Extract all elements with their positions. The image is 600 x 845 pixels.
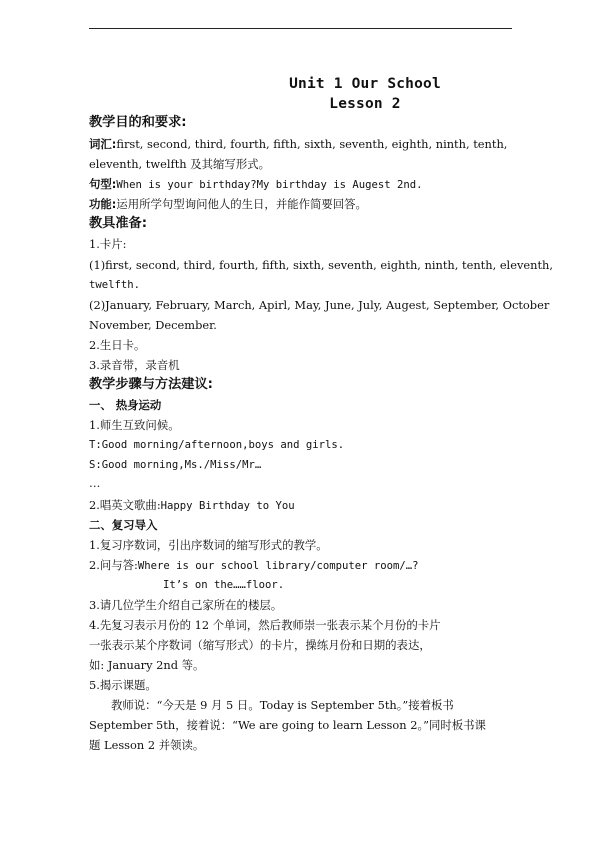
part2-paragraph-line-3: 题 Lesson 2 并领读。 [89, 738, 205, 752]
vocab-line-2: eleventh, twelfth 及其缩写形式。 [89, 157, 270, 171]
part2-item-5: 5.揭示课题。 [89, 678, 157, 692]
function-label: 功能: [89, 197, 117, 211]
top-rule [89, 28, 512, 29]
function-line [89, 199, 367, 210]
pattern-label: 句型: [89, 177, 117, 191]
part2-paragraph-line-2: September 5th，接着说：“We are going to learn Lesson 2。”同时板书课 [89, 718, 486, 732]
part1-ellipsis: … [89, 476, 101, 490]
part2-item-4: 4.先复习表示月份的 12 个单词，然后教师崇一张表示某个月份的卡片 [89, 618, 441, 632]
pattern-line [89, 179, 423, 191]
section-heading-steps: 教学步骤与方法建议: [89, 377, 213, 392]
section-heading-objectives: 教学目的和要求: [89, 115, 187, 130]
vocab-line [89, 139, 507, 150]
part2-heading: 二、复习导入 [89, 518, 158, 532]
part2-item-1: 1.复习序数词，引出序数词的缩写形式的教学。 [89, 538, 328, 552]
part2-item-3: 3.请几位学生介绍自己家所在的楼层。 [89, 598, 283, 612]
part1-item-1: 1.师生互致问候。 [89, 418, 180, 432]
pattern-text: When is your birthday?My birthday is Augest 2nd. [116, 179, 423, 191]
part2-item-2 [89, 560, 419, 572]
materials-item-3: 3.录音带，录音机 [89, 358, 180, 372]
part1-heading: 一、 热身运动 [89, 398, 162, 412]
part1-teacher-line: T:Good morning/afternoon,boys and girls. [89, 439, 345, 451]
materials-item-1b-cont: November, December. [89, 318, 217, 332]
vocab-text: first, second, third, fourth, fifth, sixth, seventh, eighth, ninth, tenth, [116, 137, 508, 151]
section-heading-materials: 教具准备: [89, 216, 148, 231]
part2-item-4-cont: 一张表示某个序数词（缩写形式）的卡片，操练月份和日期的表达， [89, 638, 431, 652]
page-title: Unit 1 Our School [289, 76, 441, 92]
part2-item-4-example: 如: January 2nd 等。 [89, 658, 205, 672]
materials-item-1a-cont: twelfth. [89, 279, 141, 291]
materials-item-2: 2.生日卡。 [89, 338, 146, 352]
part2-item-2-prefix: 2.问与答: [89, 558, 138, 572]
vocab-label: 词汇: [89, 137, 117, 151]
part1-item-2 [89, 500, 295, 512]
materials-item-1: 1.卡片: [89, 237, 127, 251]
page-subtitle: Lesson 2 [329, 96, 401, 112]
part2-paragraph-line-1: 教师说：“今天是 9 月 5 日。Today is September 5th。”接着板书 [111, 698, 454, 712]
materials-item-1b: (2)January, February, March, Apirl, May, June, July, Augest, September, October [89, 298, 550, 312]
function-text: 运用所学句型询问他人的生日，并能作简要回答。 [116, 197, 367, 211]
part2-question: Where is our school library/computer room/…? [137, 560, 419, 572]
part1-student-line: S:Good morning,Ms./Miss/Mr… [89, 459, 262, 471]
part1-item-2-prefix: 2.唱英文歌曲: [89, 498, 161, 512]
part2-answer: It’s on the……floor. [163, 579, 285, 591]
materials-item-1a: (1)first, second, third, fourth, fifth, sixth, seventh, eighth, ninth, tenth, eleventh, [89, 258, 553, 272]
song-title: Happy Birthday to You [160, 500, 295, 512]
